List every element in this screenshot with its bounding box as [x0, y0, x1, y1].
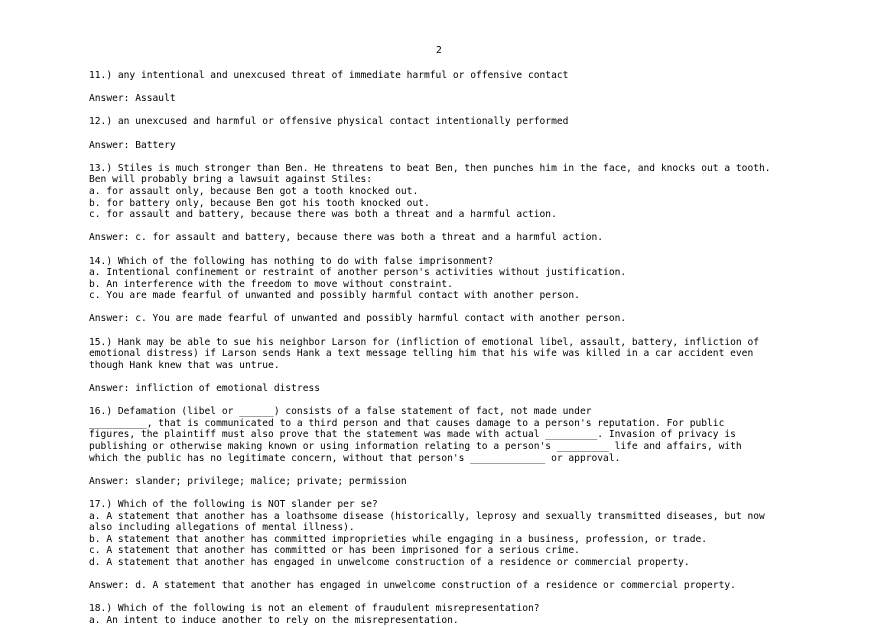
blank-line [89, 128, 849, 140]
blank-line [89, 151, 849, 163]
text-line: a. for assault only, because Ben got a tooth knocked out. [89, 185, 419, 197]
text-line: though Hank knew that was untrue. [89, 359, 280, 371]
text-line: emotional distress) if Larson sends Hank a text message telling him that his wife was killed in a car accident even [89, 348, 754, 360]
answer-line: Answer: d. A statement that another has engaged in unwelcome construction of a residence or commercial property. [89, 580, 736, 592]
text-line: 16.) Defamation (libel or ______) consists of a false statement of fact, not made under [89, 406, 592, 418]
blank-line [89, 569, 849, 581]
blank-line [89, 244, 849, 256]
text-line: b. for battery only, because Ben got his tooth knocked out. [89, 197, 430, 209]
page-number: 2 [436, 45, 442, 56]
text-line: __________, that is communicated to a third person and that causes damage to a person's reputation. For public [89, 417, 725, 429]
text-line: 14.) Which of the following has nothing to do with false imprisonment? [89, 255, 494, 267]
text-line: 12.) an unexcused and harmful or offensive physical contact intentionally performed [89, 116, 569, 128]
document-body [89, 70, 849, 627]
text-line: 17.) Which of the following is NOT slander per se? [89, 498, 378, 510]
text-line: 13.) Stiles is much stronger than Ben. He threatens to beat Ben, then punches him in the face, and knocks out a tooth. [89, 162, 771, 174]
text-line: 11.) any intentional and unexcused threat of immediate harmful or offensive contact [89, 70, 569, 81]
blank-line [89, 464, 849, 476]
text-line: 18.) Which of the following is not an element of fraudulent misrepresentation? [89, 603, 540, 615]
answer-line: Answer: slander; privilege; malice; private; permission [89, 475, 407, 487]
answer-line: Answer: infliction of emotional distress [89, 383, 321, 395]
text-line: Ben will probably bring a lawsuit against Stiles: [89, 174, 373, 186]
blank-line [89, 487, 849, 499]
text-line: also including allegations of mental illness). [89, 522, 355, 534]
text-line: figures, the plaintiff must also prove that the statement was made with actual _________. Invasion of privacy is [89, 429, 736, 441]
text-line: a. A statement that another has a loathsome disease (historically, leprosy and sexually transmitted diseases, but now [89, 510, 765, 522]
blank-line [89, 221, 849, 233]
blank-line [89, 395, 849, 407]
text-line: a. An intent to induce another to rely on the misrepresentation. [89, 614, 459, 626]
text-line: publishing or otherwise making known or using information relating to a person's _________ life and affairs, with [89, 441, 742, 452]
answer-line: Answer: c. You are made fearful of unwanted and possibly harmful contact with another person. [89, 313, 627, 325]
text-line: c. A statement that another has committed or has been imprisoned for a serious crime. [89, 545, 580, 557]
blank-line [89, 371, 849, 383]
answer-line: Answer: Battery [89, 139, 176, 151]
blank-line [89, 592, 849, 604]
text-line: which the public has no legitimate concern, without that person's _____________ or approval. [89, 452, 621, 464]
answer-line: Answer: Assault [89, 93, 176, 105]
text-line: a. Intentional confinement or restraint of another person's activities without justification. [89, 267, 627, 279]
text-line: c. for assault and battery, because there was both a threat and a harmful action. [89, 209, 557, 221]
blank-line [89, 105, 849, 117]
text-line: b. A statement that another has committed improprieties while engaging in a business, profession, or trade. [89, 533, 708, 545]
text-line: c. You are made fearful of unwanted and possibly harmful contact with another person. [89, 290, 580, 302]
text-line: 15.) Hank may be able to sue his neighbor Larson for (infliction of emotional libel, assault, battery, infliction of [89, 336, 760, 348]
blank-line [89, 325, 849, 337]
blank-line [89, 82, 849, 94]
blank-line [89, 302, 849, 314]
text-line: d. A statement that another has engaged in unwelcome construction of a residence or commercial property. [89, 556, 690, 568]
answer-line: Answer: c. for assault and battery, because there was both a threat and a harmful action. [89, 232, 604, 244]
text-line: b. An interference with the freedom to move without constraint. [89, 278, 453, 290]
